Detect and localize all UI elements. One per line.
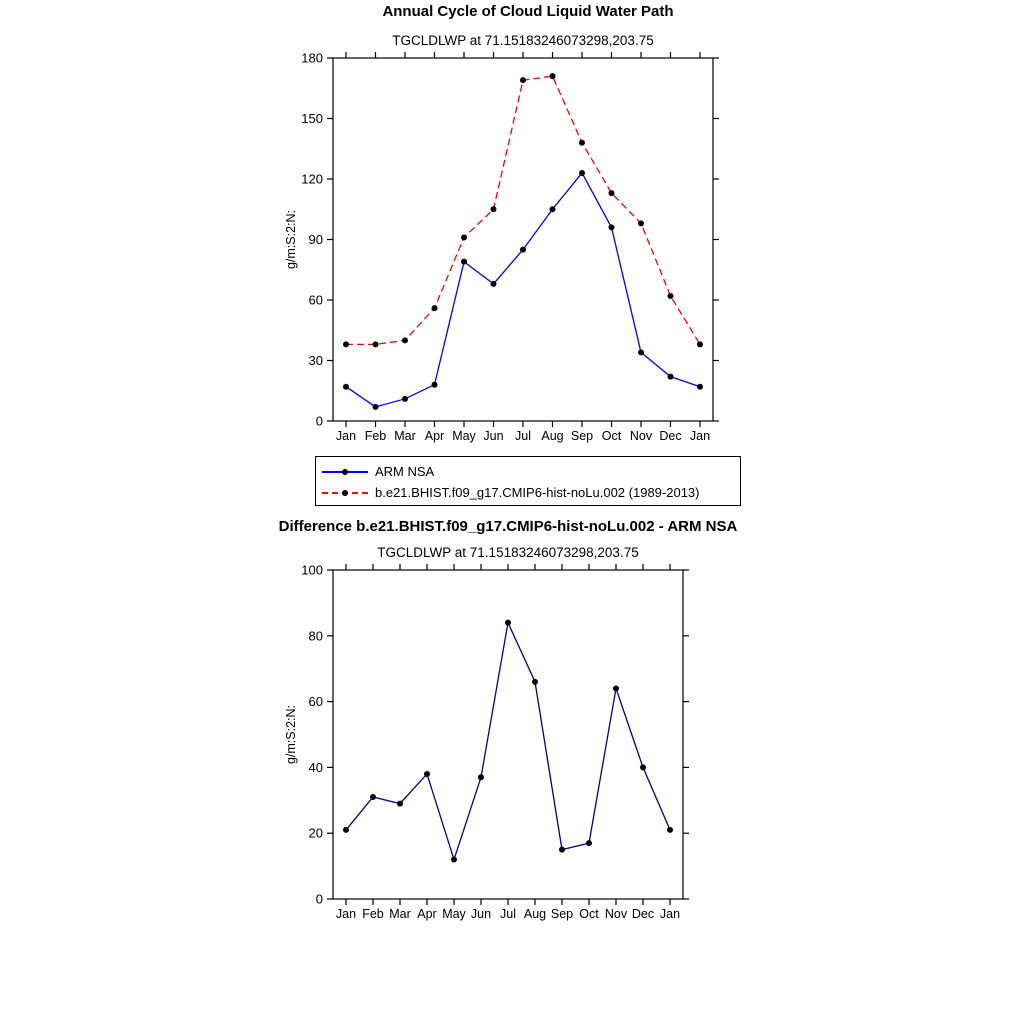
x-tick-label: Mar [389,907,411,921]
data-point [640,764,646,770]
x-tick-label: Apr [424,429,445,443]
data-point [638,349,644,355]
plot-frame [333,58,713,421]
data-point [432,305,438,311]
data-point [373,404,379,410]
x-tick-label: Mar [394,429,416,443]
legend-box [315,456,741,506]
data-point [579,140,585,146]
x-tick-label: Oct [579,907,599,921]
y-tick-label: 150 [301,111,323,126]
data-point [697,384,703,390]
data-point [402,396,408,402]
top-chart-title: Annual Cycle of Cloud Liquid Water Path [382,3,674,20]
data-point [520,247,526,253]
legend-marker-dot [342,469,348,475]
data-point [402,337,408,343]
data-point [478,774,484,780]
y-tick-label: 180 [301,50,323,66]
legend-line-sample-arm-nsa [322,465,368,479]
data-point [491,206,497,212]
data-point [609,190,615,196]
data-point [373,341,379,347]
x-tick-label: Sep [570,429,594,443]
x-tick-label: Apr [417,907,437,921]
y-tick-label: 100 [301,562,323,578]
data-point [491,281,497,287]
data-point [668,293,674,299]
x-tick-label: Nov [604,907,628,921]
data-point [461,234,467,240]
x-tick-label: Feb [364,429,387,443]
y-tick-label: 20 [308,825,323,841]
data-point [432,382,438,388]
top-chart-subtitle: TGCLDLWP at 71.15183246073298,203.75 [392,33,654,48]
data-point [520,77,526,83]
x-tick-label: Jul [515,429,531,443]
data-point [461,259,467,265]
data-point [697,341,703,347]
legend-line-sample-model [322,486,368,500]
plot-frame [333,570,683,899]
difference-plot [284,563,689,922]
y-axis-title: g/m:S:2:N: [284,704,298,765]
x-tick-label: May [442,907,466,921]
y-tick-label: 80 [308,628,323,644]
data-point [505,620,511,626]
y-tick-label: 60 [308,694,323,710]
series-line-1 [346,76,700,344]
x-tick-label: Nov [629,429,653,443]
y-tick-label: 120 [301,171,323,187]
data-point [343,341,349,347]
data-point [451,857,457,863]
y-tick-label: 90 [308,232,323,247]
x-tick-label: Feb [362,907,384,921]
y-tick-label: 0 [315,413,323,429]
bottom-chart-subtitle: TGCLDLWP at 71.15183246073298,203.75 [377,545,639,560]
data-point [550,73,556,79]
data-point [668,374,674,380]
data-point [667,827,673,833]
x-tick-label: Aug [523,907,547,921]
x-tick-label: Dec [659,429,682,443]
x-tick-label: Sep [550,907,574,921]
x-tick-label: Jul [500,907,516,921]
data-point [609,224,615,230]
data-point [370,794,376,800]
x-tick-label: Jan [659,907,681,921]
data-point [579,170,585,176]
data-point [397,801,403,807]
x-tick-label: Jan [335,429,357,443]
data-point [343,827,349,833]
x-tick-label: Jan [689,429,711,443]
y-tick-label: 60 [308,292,323,308]
bottom-chart-title: Difference b.e21.BHIST.f09_g17.CMIP6-hist-noLu.002 - ARM NSA [278,518,738,535]
data-point [532,679,538,685]
series-line-0 [346,173,700,407]
legend-item-model [322,482,740,503]
data-point [586,840,592,846]
x-tick-label: Dec [631,907,655,921]
data-point [638,220,644,226]
data-point [613,685,619,691]
x-tick-label: Jan [335,907,357,921]
x-tick-label: Oct [601,429,622,443]
legend-label-model: b.e21.BHIST.f09_g17.CMIP6-hist-noLu.002 (1989-2013) [375,485,700,500]
legend-item-arm-nsa [322,461,740,482]
data-point [424,771,430,777]
y-tick-label: 30 [308,353,323,368]
legend-label-arm-nsa: ARM NSA [375,464,435,479]
y-tick-label: 0 [315,891,323,907]
series-line-0 [346,623,670,860]
y-axis-title: g/m:S:2:N: [284,209,298,270]
x-tick-label: Aug [541,429,564,443]
x-tick-label: Jun [483,429,504,443]
data-point [559,847,565,853]
y-tick-label: 40 [308,759,323,775]
legend-marker-dot [342,490,348,496]
annual-cycle-plot [284,51,719,444]
x-tick-label: May [452,429,476,443]
data-point [343,384,349,390]
x-tick-label: Jun [470,907,492,921]
data-point [550,206,556,212]
